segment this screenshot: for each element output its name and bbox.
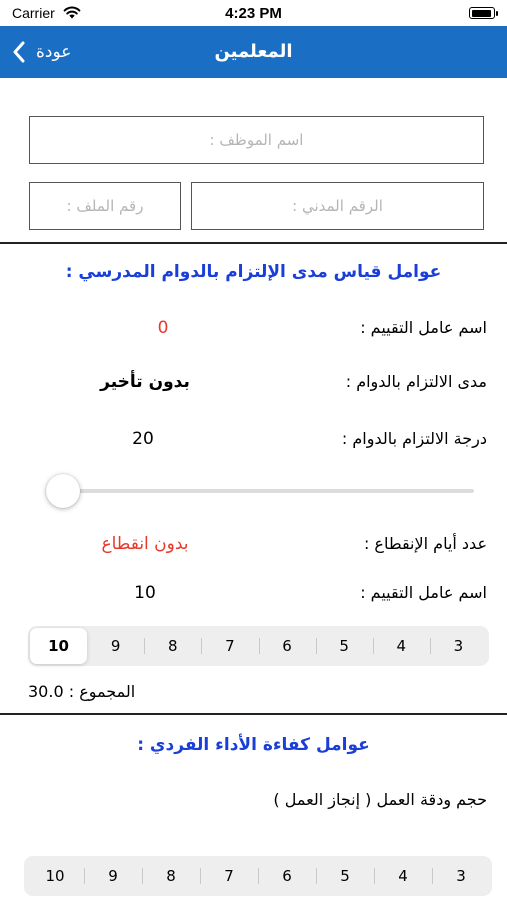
attendance-degree-label: درجة الالتزام بالدوام :: [341, 429, 487, 448]
civil-id-input[interactable]: [191, 182, 484, 230]
attendance-score-segment-6[interactable]: 6: [259, 628, 316, 664]
absence-days-value: بدون انقطاع: [101, 534, 189, 554]
chevron-left-icon: [12, 41, 26, 63]
section-divider: [0, 242, 507, 244]
back-button-label: عودة: [36, 42, 72, 62]
attendance-score-segment-10[interactable]: 10: [30, 628, 87, 664]
attendance-degree-value: 20: [132, 429, 154, 449]
work-volume-score-segment-7[interactable]: 7: [200, 858, 258, 894]
work-volume-score-segment-5[interactable]: 5: [316, 858, 374, 894]
work-volume-score-segment-3[interactable]: 3: [432, 858, 490, 894]
factor-name-label: اسم عامل التقييم :: [360, 318, 487, 337]
work-volume-score-selector[interactable]: [24, 856, 492, 896]
employee-name-input[interactable]: [29, 116, 484, 164]
page-title: المعلمين: [214, 41, 293, 62]
attendance-score-segment-3[interactable]: 3: [430, 628, 487, 664]
clock: 4:23 PM: [225, 5, 282, 22]
total-label: المجموع : 30.0: [28, 682, 136, 701]
performance-section-title: عوامل كفاءة الأداء الفردي :: [137, 735, 370, 755]
factor-name-value-2: 10: [134, 583, 156, 603]
attendance-score-segment-7[interactable]: 7: [201, 628, 258, 664]
work-volume-score-segment-8[interactable]: 8: [142, 858, 200, 894]
carrier-label: Carrier: [12, 5, 55, 21]
section-divider-2: [0, 713, 507, 715]
file-number-input[interactable]: [29, 182, 181, 230]
attendance-commitment-label: مدى الالتزام بالدوام :: [345, 372, 487, 391]
status-bar: [0, 0, 507, 26]
work-volume-label: حجم ودقة العمل ( إنجاز العمل ): [273, 790, 487, 809]
work-volume-score-segment-10[interactable]: 10: [45, 867, 65, 885]
attendance-degree-slider[interactable]: [46, 471, 474, 511]
battery-icon: [469, 7, 495, 19]
work-volume-score-segment-6[interactable]: 6: [258, 858, 316, 894]
battery-level: [472, 10, 491, 17]
navigation-bar: [0, 26, 507, 78]
work-volume-score-segment-4[interactable]: 4: [374, 858, 432, 894]
back-button[interactable]: [12, 26, 71, 78]
factor-name-value: 0: [157, 318, 169, 338]
attendance-score-segment-4[interactable]: 4: [373, 628, 430, 664]
absence-days-label: عدد أيام الإنقطاع :: [363, 534, 487, 553]
attendance-section-title: عوامل قياس مدى الإلتزام بالدوام المدرسي :: [65, 262, 442, 282]
attendance-score-segment-9[interactable]: 9: [110, 637, 121, 655]
factor-name-label-2: اسم عامل التقييم :: [360, 583, 487, 602]
attendance-score-segment-8[interactable]: 8: [144, 628, 201, 664]
slider-track: [46, 489, 474, 493]
attendance-score-segment-5[interactable]: 5: [316, 628, 373, 664]
attendance-score-selector[interactable]: [28, 626, 489, 666]
slider-thumb[interactable]: [46, 474, 80, 508]
work-volume-score-segment-9[interactable]: 9: [84, 858, 142, 894]
attendance-commitment-value: بدون تأخير: [100, 372, 190, 392]
